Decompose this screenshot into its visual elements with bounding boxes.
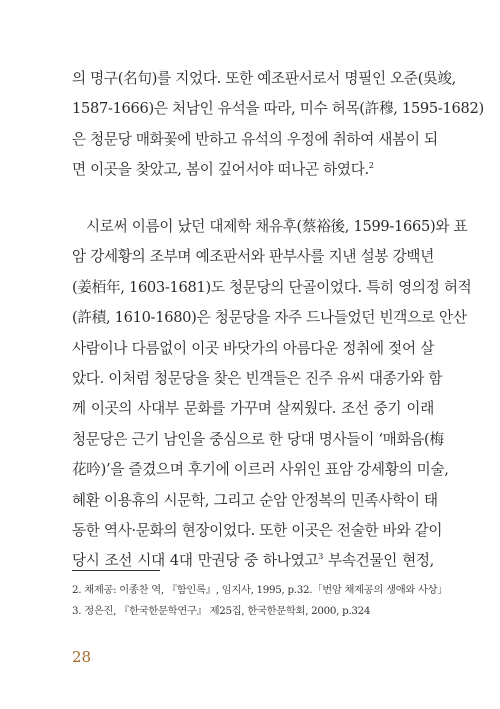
paragraph-1-line: 1587-1666)은 처남인 유석을 따라, 미수 허목(許穆, 1595-1682): [72, 100, 484, 118]
paragraph-1-line: 의 명구(名句)를 지었다. 또한 예조판서로서 명필인 오준(吳竣,: [72, 70, 457, 87]
footnote-ref-2[interactable]: 2: [368, 161, 374, 171]
paragraph-2-line: 암 강세황의 조부며 예조판서와 판부사를 지낸 설봉 강백년: [72, 248, 434, 266]
paragraph-1: [72, 64, 484, 186]
paragraph-2-line: 청문당은 근기 남인을 중심으로 한 당대 명사들이 ‘매화음(梅: [72, 430, 444, 448]
paragraph-1-line-text: 면 이곳을 찾았고, 봄이 깊어서야 떠나곤 하였다.: [72, 161, 369, 179]
footnotes: [72, 580, 448, 622]
paragraph-2-text-before-ref: 당시 조선 시대 4대 만권당 중 하나였고: [72, 552, 319, 570]
footnote-3: 3. 정은진, 『한국한문학연구』 제25집, 한국한문학회, 2000, p.324: [72, 605, 371, 617]
page-number: 28: [72, 648, 92, 666]
paragraph-2-line: 께 이곳의 사대부 문화를 가꾸며 살찌웠다. 조선 중기 이래: [72, 400, 434, 418]
paragraph-2-line: (許積, 1610-1680)은 청문당을 자주 드나들었던 빈객으로 안산: [72, 309, 467, 327]
paragraph-2-text-after-ref: 부속건물인 현정,: [323, 552, 435, 570]
paragraph-2-line: 사람이나 다름없이 이곳 바닷가의 아름다운 정취에 젖어 살: [72, 339, 434, 357]
paragraph-2-line: (姜栢年, 1603-1681)도 청문당의 단골이었다. 특히 영의정 허적: [72, 278, 472, 296]
paragraph-1-line: 은 청문당 매화꽃에 반하고 유석의 우정에 취하여 새봄이 되: [72, 130, 438, 148]
footnote-divider: [72, 570, 160, 571]
paragraph-2-line: 시로써 이름이 났던 대제학 채유후(蔡裕後, 1599-1665)와 표: [86, 218, 468, 235]
paragraph-2: [72, 212, 472, 577]
paragraph-2-last-line: [72, 546, 434, 576]
footnote-ref-3[interactable]: 3: [318, 552, 323, 562]
paragraph-1-last-line: [72, 155, 434, 185]
paragraph-2-line: 花吟)’을 즐겼으며 후기에 이르러 사위인 표암 강세황의 미술,: [72, 461, 449, 479]
footnote-2: 2. 채제공: 이종찬 역, 『함인록』, 임지사, 1995, p.32.「번암 채제공의 생애와 사상」: [72, 584, 448, 596]
paragraph-2-line: 았다. 이처럼 청문당을 찾은 빈객들은 진주 유씨 대종가와 함: [72, 369, 443, 387]
paragraph-2-line: 혜환 이용휴의 시문학, 그리고 순암 안정복의 민족사학이 태: [72, 491, 438, 509]
paragraph-2-line: 동한 역사·문화의 현장이었다. 또한 이곳은 전술한 바와 같이: [72, 521, 443, 539]
